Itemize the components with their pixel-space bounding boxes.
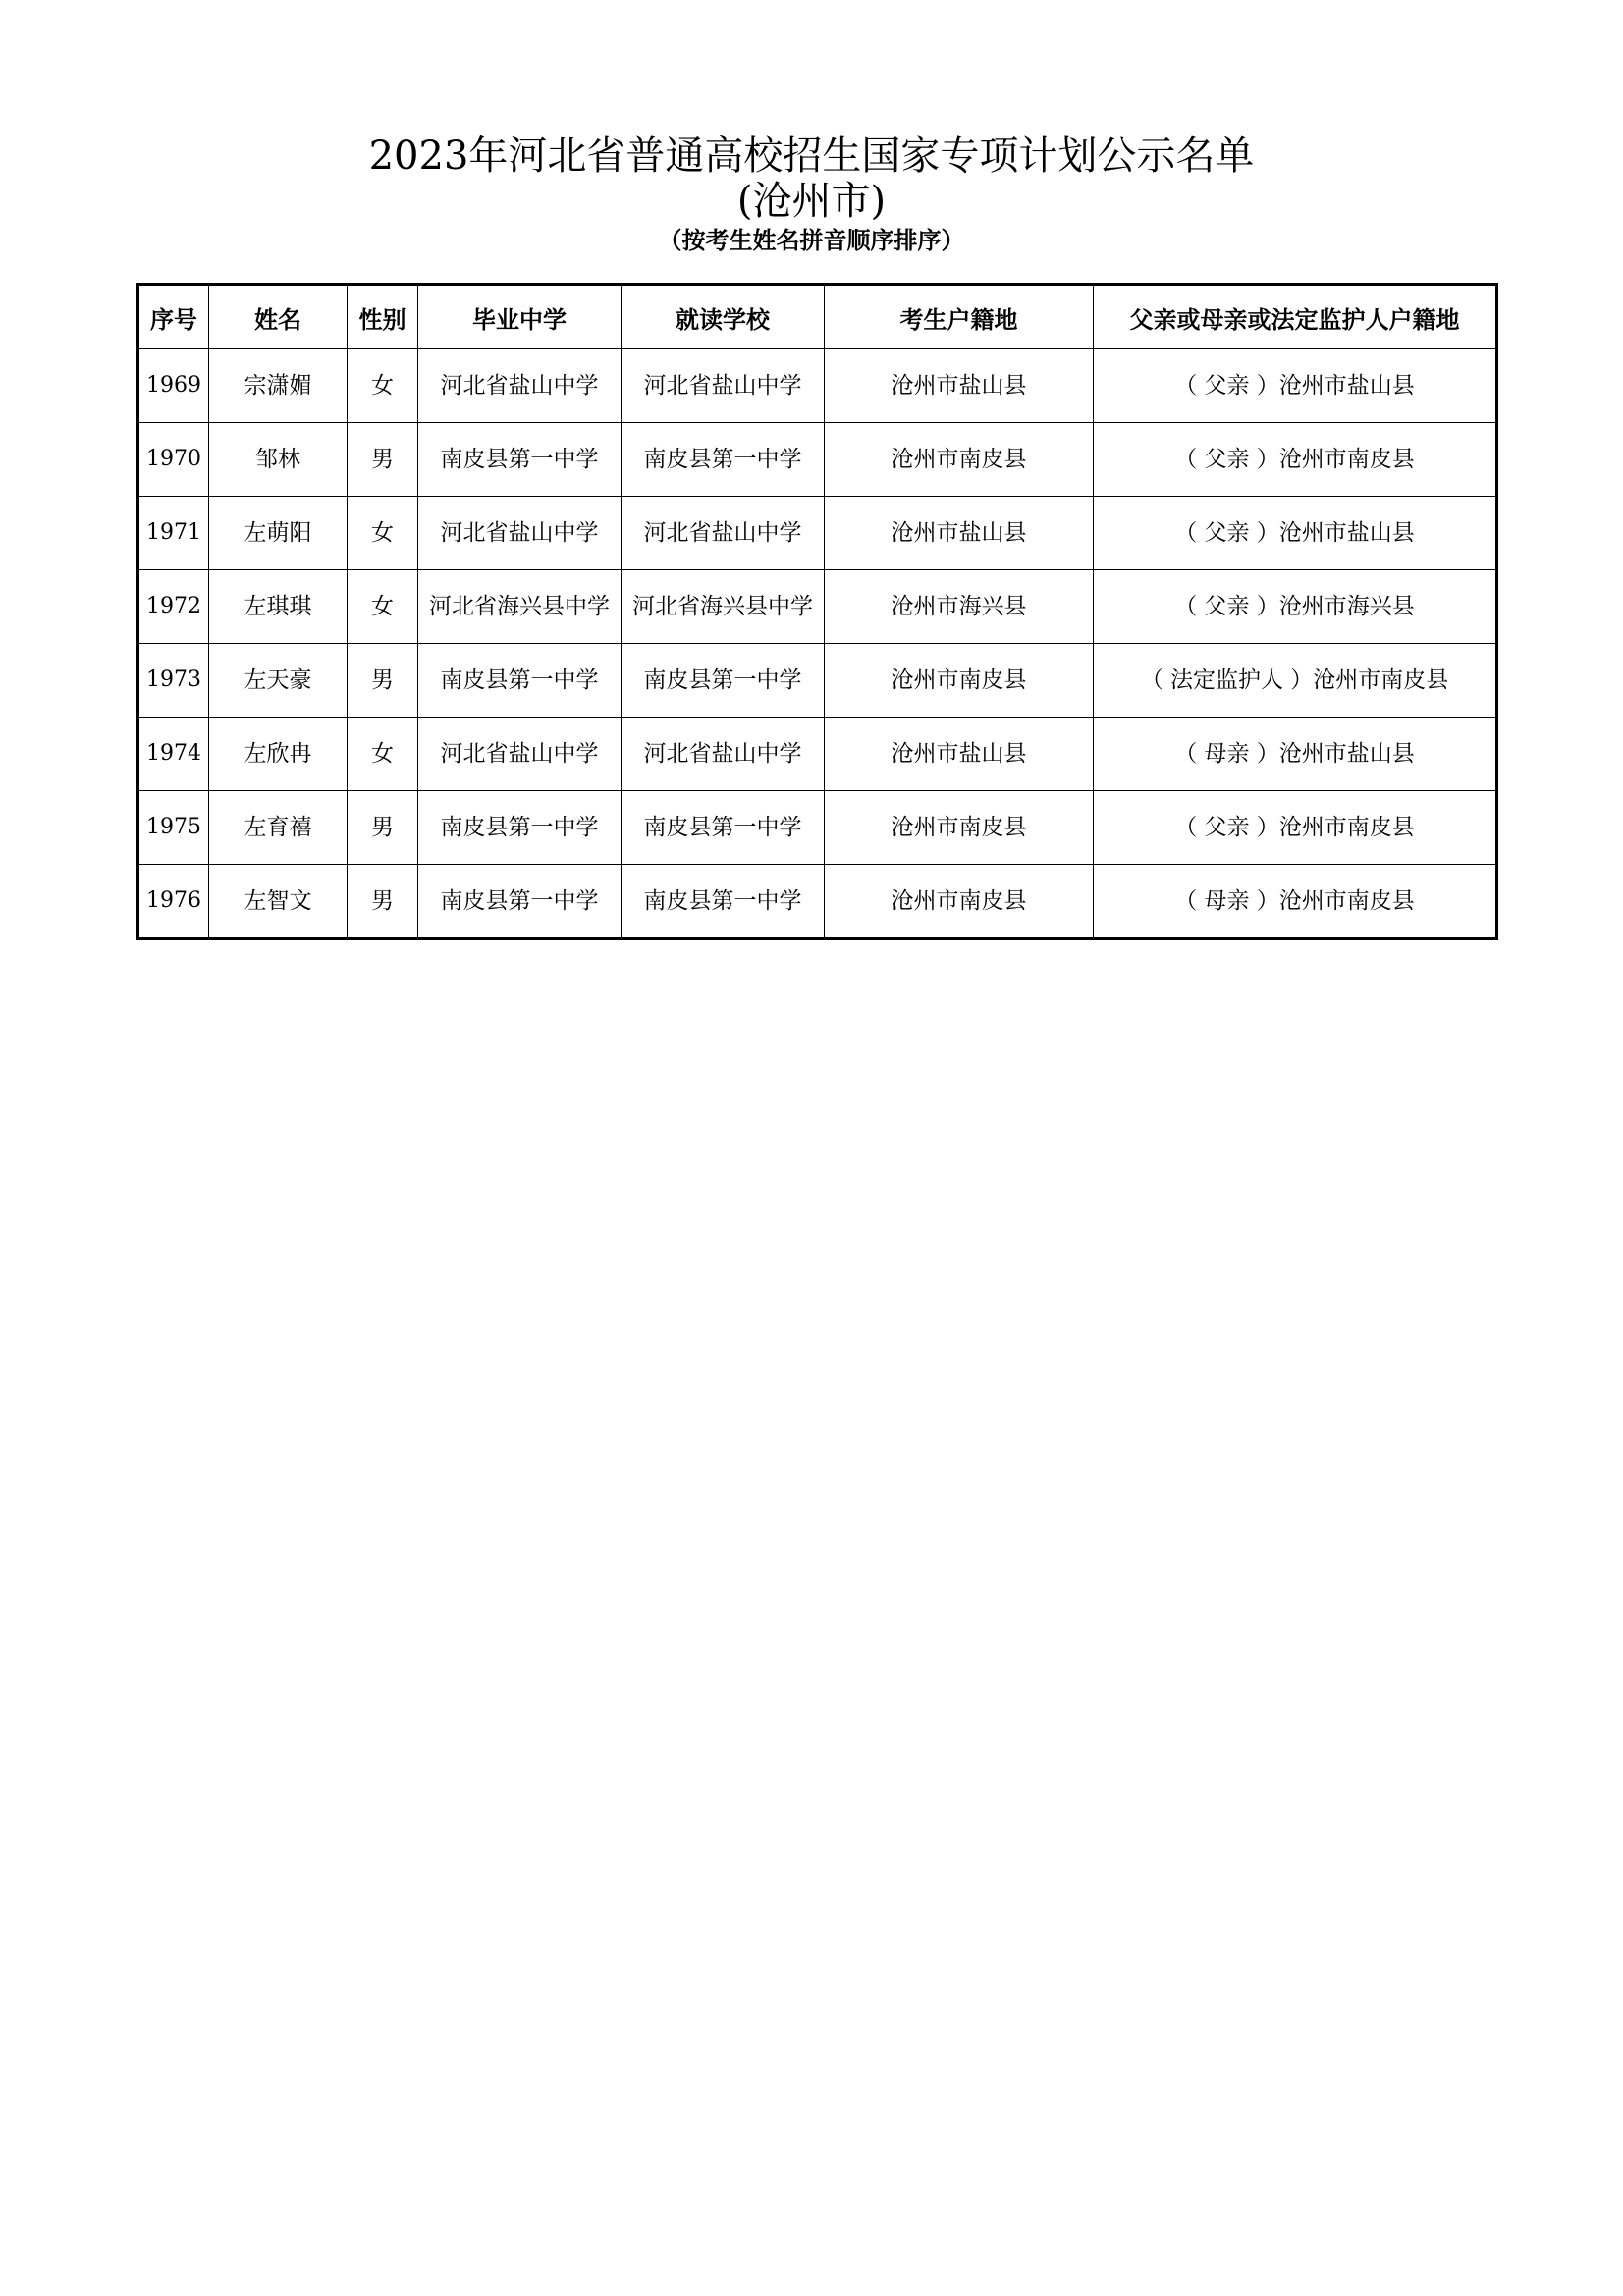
cell-current-school: 河北省盐山中学 [622, 349, 825, 423]
cell-guardian-hukou: （ 法定监护人 ）沧州市南皮县 [1094, 644, 1497, 718]
cell-guardian-hukou: （ 母亲 ）沧州市南皮县 [1094, 865, 1497, 939]
cell-gender: 男 [348, 791, 418, 865]
cell-hukou: 沧州市南皮县 [825, 423, 1094, 497]
column-header-no: 序号 [138, 285, 209, 349]
cell-guardian-hukou: （ 父亲 ）沧州市盐山县 [1094, 349, 1497, 423]
sort-note: （按考生姓名拼音顺序排序） [658, 227, 965, 254]
cell-name: 左天豪 [209, 644, 348, 718]
cell-name: 邹林 [209, 423, 348, 497]
cell-name: 左育禧 [209, 791, 348, 865]
cell-gender: 男 [348, 865, 418, 939]
cell-no: 1971 [138, 497, 209, 570]
cell-hukou: 沧州市盐山县 [825, 497, 1094, 570]
cell-current-school: 南皮县第一中学 [622, 865, 825, 939]
cell-gender: 男 [348, 423, 418, 497]
table-row [138, 349, 1497, 423]
cell-current-school: 南皮县第一中学 [622, 791, 825, 865]
table-row [138, 718, 1497, 791]
column-header-guardian-hukou: 父亲或母亲或法定监护人户籍地 [1094, 285, 1497, 349]
table-header-row [138, 285, 1497, 349]
cell-guardian-hukou: （ 父亲 ）沧州市南皮县 [1094, 423, 1497, 497]
column-header-name: 姓名 [209, 285, 348, 349]
cell-grad-school: 河北省盐山中学 [418, 497, 622, 570]
cell-current-school: 河北省盐山中学 [622, 497, 825, 570]
cell-grad-school: 南皮县第一中学 [418, 644, 622, 718]
column-header-current-school: 就读学校 [622, 285, 825, 349]
cell-no: 1972 [138, 570, 209, 644]
cell-current-school: 河北省海兴县中学 [622, 570, 825, 644]
table-row [138, 497, 1497, 570]
cell-no: 1973 [138, 644, 209, 718]
cell-gender: 男 [348, 644, 418, 718]
column-header-hukou: 考生户籍地 [825, 285, 1094, 349]
cell-no: 1976 [138, 865, 209, 939]
cell-grad-school: 南皮县第一中学 [418, 791, 622, 865]
cell-name: 左萌阳 [209, 497, 348, 570]
table-row [138, 423, 1497, 497]
cell-no: 1969 [138, 349, 209, 423]
cell-gender: 女 [348, 570, 418, 644]
roster-table [136, 283, 1498, 940]
cell-gender: 女 [348, 718, 418, 791]
cell-current-school: 南皮县第一中学 [622, 423, 825, 497]
cell-gender: 女 [348, 497, 418, 570]
page-subtitle-city: (沧州市) [736, 179, 887, 224]
cell-grad-school: 南皮县第一中学 [418, 423, 622, 497]
cell-no: 1974 [138, 718, 209, 791]
cell-hukou: 沧州市盐山县 [825, 349, 1094, 423]
cell-hukou: 沧州市海兴县 [825, 570, 1094, 644]
column-header-grad-school: 毕业中学 [418, 285, 622, 349]
cell-guardian-hukou: （ 父亲 ）沧州市盐山县 [1094, 497, 1497, 570]
table-row [138, 570, 1497, 644]
cell-grad-school: 河北省盐山中学 [418, 718, 622, 791]
cell-gender: 女 [348, 349, 418, 423]
cell-hukou: 沧州市南皮县 [825, 644, 1094, 718]
cell-grad-school: 河北省海兴县中学 [418, 570, 622, 644]
cell-hukou: 沧州市盐山县 [825, 718, 1094, 791]
table-row [138, 791, 1497, 865]
cell-guardian-hukou: （ 母亲 ）沧州市盐山县 [1094, 718, 1497, 791]
cell-name: 左琪琪 [209, 570, 348, 644]
cell-guardian-hukou: （ 父亲 ）沧州市海兴县 [1094, 570, 1497, 644]
cell-guardian-hukou: （ 父亲 ）沧州市南皮县 [1094, 791, 1497, 865]
cell-name: 宗潇媚 [209, 349, 348, 423]
cell-grad-school: 河北省盐山中学 [418, 349, 622, 423]
cell-hukou: 沧州市南皮县 [825, 791, 1094, 865]
cell-name: 左智文 [209, 865, 348, 939]
cell-hukou: 沧州市南皮县 [825, 865, 1094, 939]
table-row [138, 865, 1497, 939]
cell-current-school: 河北省盐山中学 [622, 718, 825, 791]
cell-no: 1970 [138, 423, 209, 497]
table-row [138, 644, 1497, 718]
cell-no: 1975 [138, 791, 209, 865]
cell-current-school: 南皮县第一中学 [622, 644, 825, 718]
page-title: 2023年河北省普通高校招生国家专项计划公示名单 [368, 133, 1255, 179]
cell-grad-school: 南皮县第一中学 [418, 865, 622, 939]
cell-name: 左欣冉 [209, 718, 348, 791]
column-header-gender: 性别 [348, 285, 418, 349]
